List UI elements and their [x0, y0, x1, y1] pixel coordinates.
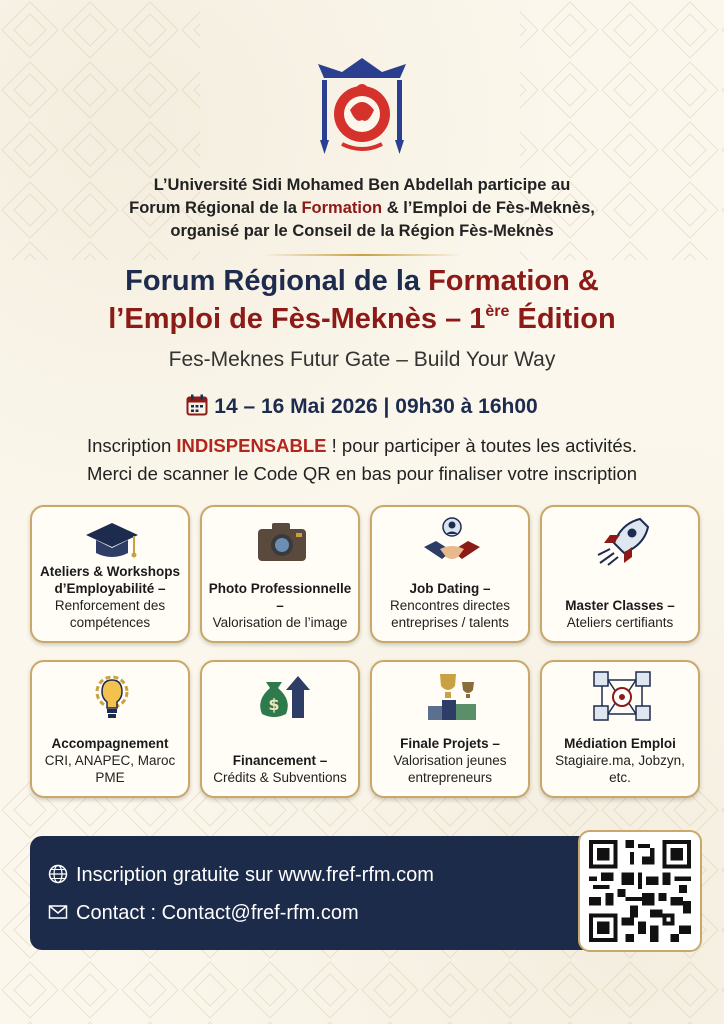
- envelope-icon: [48, 902, 68, 922]
- card-title: Financement –: [232, 753, 328, 768]
- footer-banner: [30, 836, 590, 950]
- qr-code-icon: [588, 840, 692, 942]
- intro-line-2d: de Fès-Meknès,: [467, 199, 595, 217]
- card-text: [376, 735, 524, 786]
- card-text: [376, 580, 524, 631]
- network-icon: [592, 670, 652, 722]
- card-job-dating: [370, 505, 530, 643]
- card-finale-projets: [370, 660, 530, 798]
- card-title: Médiation Emploi: [564, 736, 676, 751]
- registration-qr-code[interactable]: [578, 830, 702, 952]
- intro-line-2a: Forum Régional de la: [129, 199, 302, 217]
- card-photo: [200, 505, 360, 643]
- card-title: Ateliers & Workshops d’Employabilité –: [39, 564, 181, 596]
- card-desc: Ateliers certifiants: [566, 615, 674, 630]
- title-line-2a: l’Emploi de Fès-Meknès – 1: [108, 303, 486, 335]
- card-workshops: [30, 505, 190, 643]
- card-master-classes: [540, 505, 700, 643]
- card-title: Finale Projets –: [400, 736, 500, 751]
- svg-text:$: $: [268, 695, 280, 714]
- card-desc: Rencontres directes entreprises / talents: [389, 598, 511, 630]
- event-date: [0, 394, 724, 419]
- calendar-icon: [186, 394, 208, 416]
- card-title: Accompagnement: [51, 736, 169, 751]
- university-logo: [312, 50, 412, 162]
- registration-highlight: INDISPENSABLE: [176, 435, 327, 456]
- title-line-1a: Forum Régional de la: [125, 265, 429, 297]
- card-title: Job Dating –: [409, 581, 491, 596]
- event-subtitle: Fes-Meknes Futur Gate – Build Your Way: [168, 348, 556, 371]
- title-line-1b: Formation &: [428, 265, 599, 297]
- event-title: [10, 262, 714, 338]
- registration-line-1: [10, 432, 714, 460]
- trophy-podium-icon: [422, 670, 482, 722]
- card-financement: [200, 660, 360, 798]
- card-desc: Stagiaire.ma, Jobzyn, etc.: [555, 753, 685, 785]
- contact-text: Contact : Contact@fref-rfm.com: [76, 902, 359, 924]
- date-text: 14 – 16 Mai 2026 | 09h30 à 16h00: [214, 395, 538, 418]
- handshake-icon: [422, 515, 482, 567]
- card-text: [546, 597, 694, 631]
- intro-line-2: [20, 197, 704, 220]
- globe-icon: [48, 864, 68, 884]
- card-text: [36, 563, 184, 631]
- intro-line-3: organisé par le Conseil de la Région Fès-Meknès: [170, 222, 554, 240]
- contact-line[interactable]: [48, 902, 359, 925]
- card-text: [206, 752, 354, 786]
- camera-icon: [252, 515, 312, 567]
- intro-text: [20, 174, 704, 243]
- registration-notice: [10, 432, 714, 488]
- card-title: Master Classes –: [565, 598, 675, 613]
- registration-line-2: Merci de scanner le Code QR en bas pour finaliser votre inscription: [86, 463, 638, 484]
- title-line-2: [10, 300, 714, 338]
- registration-line-1b: ! pour participer à toutes les activités.: [326, 435, 638, 456]
- card-desc: Renforcement des compétences: [54, 598, 166, 630]
- title-line-2b: Édition: [509, 303, 616, 335]
- lightbulb-gear-icon: [82, 670, 142, 722]
- website-text: Inscription gratuite sur www.fref-rfm.com: [76, 864, 434, 886]
- divider: [262, 254, 462, 256]
- money-bag-icon: [252, 670, 312, 722]
- website-line[interactable]: [48, 864, 434, 887]
- card-desc: Valorisation de l’image: [212, 615, 348, 630]
- intro-line-1: L’Université Sidi Mohamed Ben Abdellah participe au: [153, 176, 571, 194]
- intro-line-2b: Formation: [301, 199, 383, 217]
- card-mediation-emploi: [540, 660, 700, 798]
- title-superscript: ère: [485, 303, 510, 320]
- registration-line-1a: Inscription: [86, 435, 177, 456]
- graduation-cap-icon: [82, 515, 142, 567]
- card-desc: CRI, ANAPEC, Maroc PME: [44, 753, 176, 785]
- card-title: Photo Professionnelle –: [208, 581, 352, 613]
- card-accompagnement: [30, 660, 190, 798]
- card-desc: Crédits & Subventions: [213, 770, 347, 785]
- title-line-1: [10, 262, 714, 300]
- card-text: [36, 735, 184, 786]
- card-text: [206, 580, 354, 631]
- intro-line-2c: & l’Emploi: [382, 199, 468, 217]
- card-desc: Valorisation jeunes entrepreneurs: [393, 753, 507, 785]
- card-text: [546, 735, 694, 786]
- rocket-icon: [592, 515, 652, 567]
